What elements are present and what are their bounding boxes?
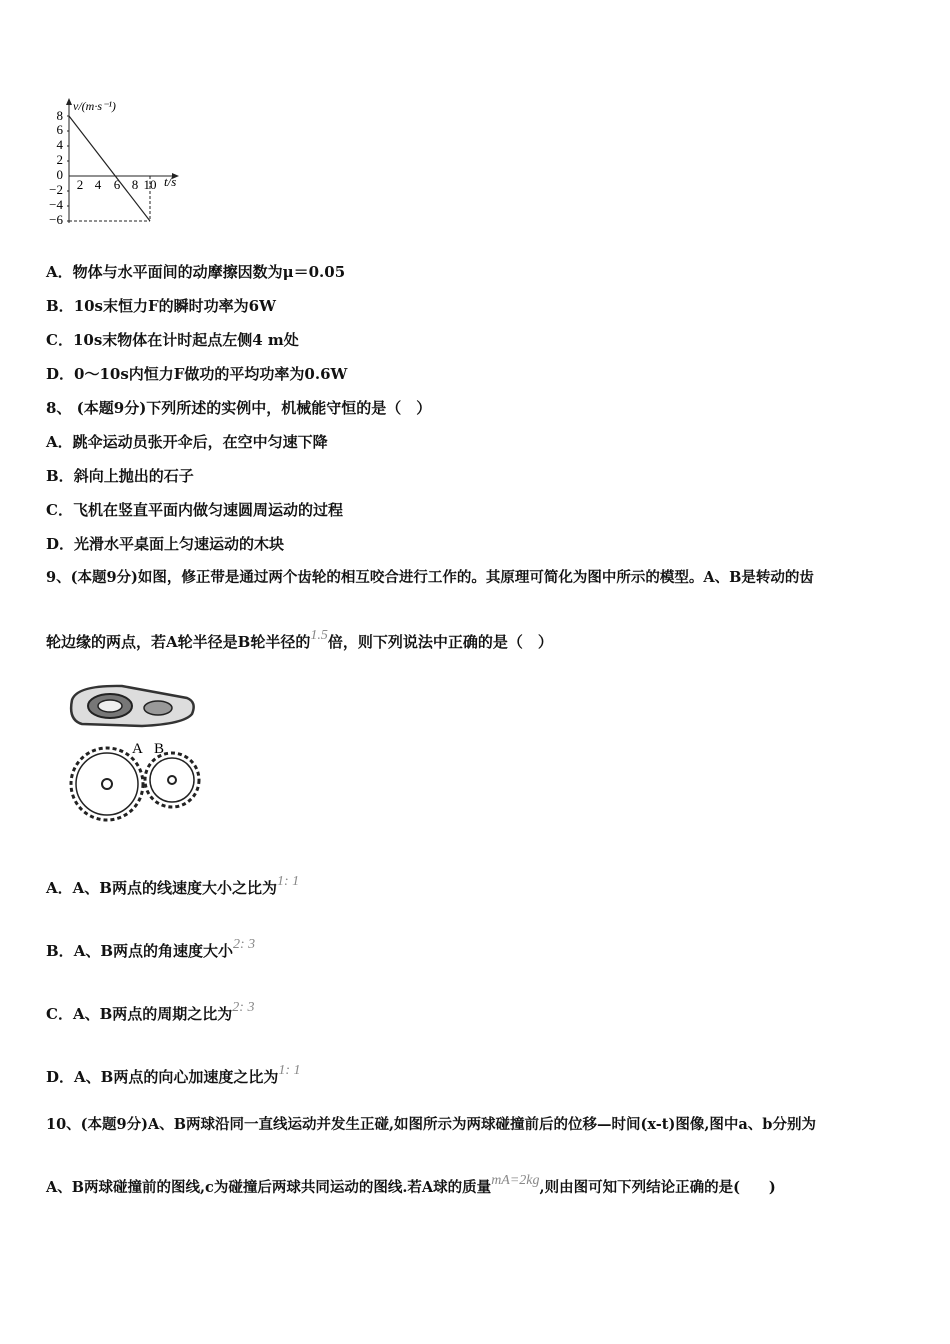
q8-option-c: C．飞机在竖直平面内做匀速圆周运动的过程 bbox=[46, 501, 343, 519]
q7-option-d: D．0～10s内恒力F做功的平均功率为0.6W bbox=[46, 365, 348, 383]
q9-stem-line1: 9、(本题9分)如图，修正带是通过两个齿轮的相互咬合进行工作的。其原理可简化为图中所示的模型。A、B是转动的齿 bbox=[46, 569, 814, 586]
q8-stem: 8、 (本题9分)下列所述的实例中，机械能守恒的是（ ） bbox=[46, 399, 432, 417]
q9-option-d: D．A、B两点的向心加速度之比为1: 1 bbox=[46, 1063, 301, 1086]
x-axis-label: t/s bbox=[164, 174, 177, 189]
q8-option-a: A．跳伞运动员张开伞后，在空中匀速下降 bbox=[46, 433, 328, 451]
q8-option-d: D．光滑水平桌面上匀速运动的木块 bbox=[46, 535, 285, 553]
x-tick-10: 10 bbox=[143, 177, 157, 192]
x-tick-8: 8 bbox=[131, 177, 139, 192]
q9-stem-line2: 轮边缘的两点，若A轮半径是B轮半径的1.5倍，则下列说法中正确的是（ ） bbox=[46, 628, 553, 651]
gear-figure bbox=[62, 680, 212, 830]
y-tick-4: 4 bbox=[56, 137, 63, 152]
gear-a bbox=[71, 748, 143, 820]
y-tick-neg4: −4 bbox=[49, 197, 63, 212]
q10-stem-line2: A、B两球碰撞前的图线,c为碰撞后两球共同运动的图线.若A球的质量mA=2kg,则由图可知下列结论正确的是( ) bbox=[46, 1173, 776, 1196]
gear-b bbox=[145, 753, 199, 807]
x-tick-2: 2 bbox=[76, 177, 84, 192]
velocity-time-graph bbox=[46, 95, 196, 230]
y-tick-6: 6 bbox=[56, 122, 63, 137]
q9-option-a: A．A、B两点的线速度大小之比为1: 1 bbox=[46, 874, 300, 897]
q10-mass-math: mA=2kg bbox=[491, 1173, 540, 1188]
y-axis-arrow bbox=[66, 98, 72, 105]
x-tick-4: 4 bbox=[94, 177, 102, 192]
y-axis-label: v/(m·s⁻¹) bbox=[73, 99, 116, 113]
gear-label-b: B bbox=[154, 741, 165, 757]
q9-ratio-math: 1.5 bbox=[310, 628, 328, 643]
q9-option-b: B．A、B两点的角速度大小2: 3 bbox=[46, 937, 256, 960]
y-tick-2: 2 bbox=[56, 152, 63, 167]
y-tick-8: 8 bbox=[56, 108, 63, 123]
q10-stem-line1: 10、(本题9分)A、B两球沿同一直线运动并发生正碰,如图所示为两球碰撞前后的位移—时间(x-t)图像,图中a、b分别为 bbox=[46, 1116, 816, 1133]
q7-option-a: A．物体与水平面间的动摩擦因数为μ＝0.05 bbox=[46, 263, 346, 281]
velocity-line bbox=[69, 116, 150, 221]
q8-option-b: B．斜向上抛出的石子 bbox=[46, 467, 194, 485]
y-tick-neg2: −2 bbox=[49, 182, 63, 197]
y-tick-neg6: −6 bbox=[49, 212, 63, 227]
gear-label-a: A bbox=[132, 741, 143, 757]
q7-option-c: C．10s末物体在计时起点左侧4 m处 bbox=[46, 331, 299, 349]
q9-option-c: C．A、B两点的周期之比为2: 3 bbox=[46, 1000, 255, 1023]
y-tick-0: 0 bbox=[56, 167, 63, 182]
x-tick-6: 6 bbox=[113, 177, 121, 192]
q7-option-b: B．10s末恒力F的瞬时功率为6W bbox=[46, 297, 276, 315]
